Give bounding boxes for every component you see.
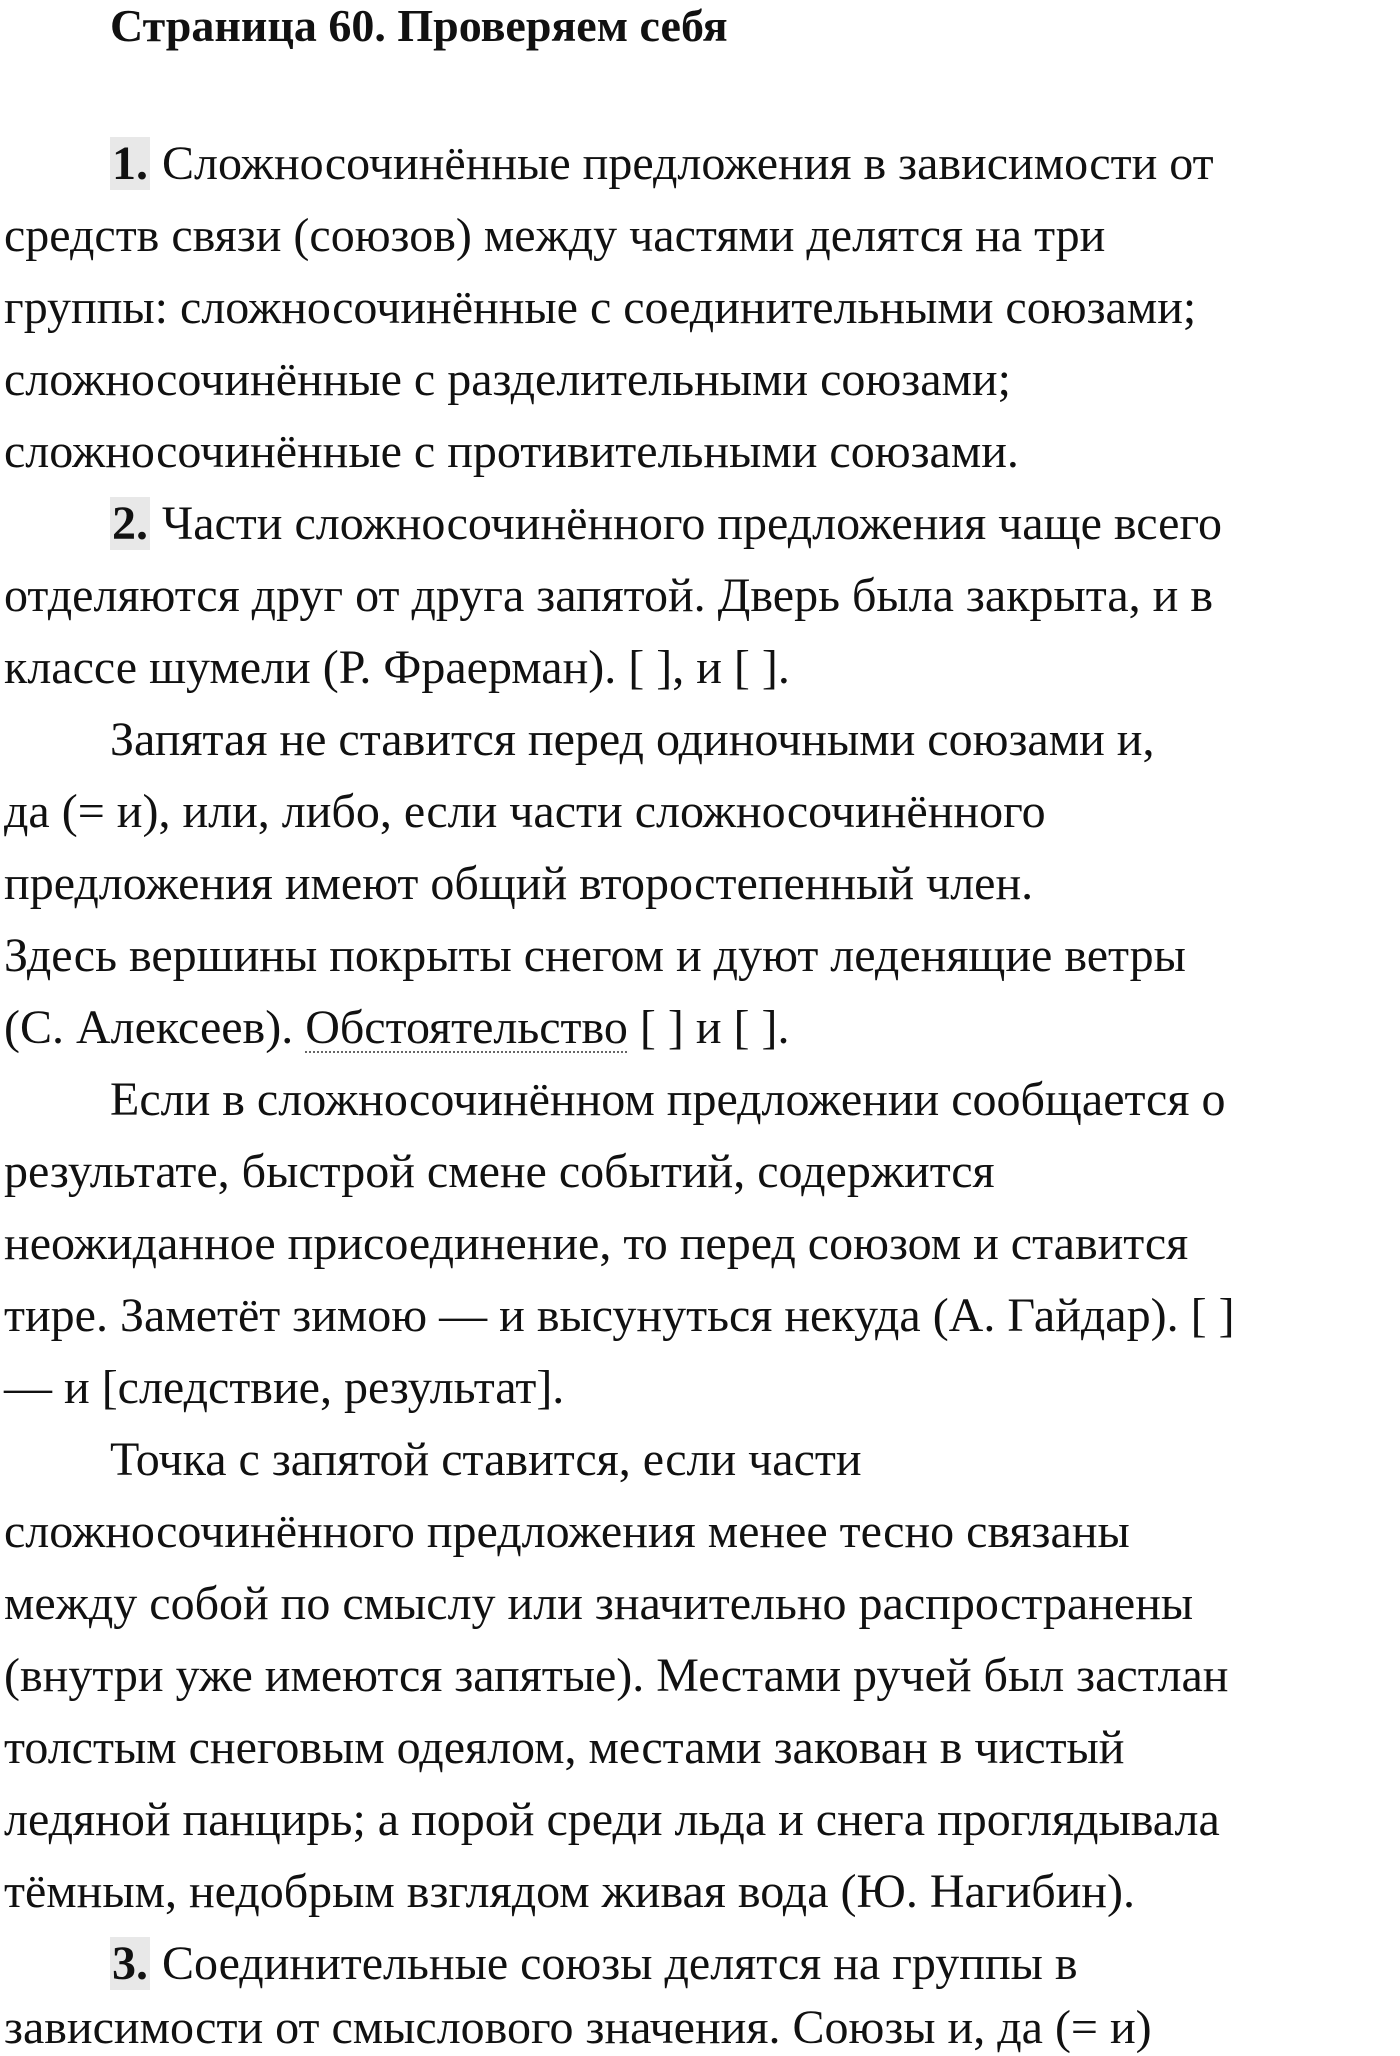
- page-title: Страница 60. Проверяем себя: [110, 0, 728, 51]
- paragraph-3-line-3: предложения имеют общий второстепенный член.: [4, 857, 1034, 910]
- paragraph-4-line-2: результате, быстрой смене событий, содержится: [4, 1145, 995, 1198]
- text-segment: [ ] и [ ].: [627, 1001, 790, 1054]
- paragraph-1-line-3: группы: сложносочинённые с соединительными союзами;: [4, 281, 1197, 334]
- paragraph-1-line-1: [110, 136, 1214, 192]
- paragraph-5-line-1: Точка с запятой ставится, если части: [110, 1433, 862, 1486]
- paragraph-2-line-2: отделяются друг от друга запятой. Дверь была закрыта, и в: [4, 569, 1213, 622]
- paragraph-5-line-7: тёмным, недобрым взглядом живая вода (Ю. Нагибин).: [4, 1865, 1135, 1918]
- paragraph-6-line-1: [110, 1936, 1078, 1992]
- item-number: 1.: [112, 137, 148, 190]
- paragraph-6-line-2: зависимости от смыслового значения. Союзы и, да (= и): [4, 2001, 1152, 2054]
- item-number: 2.: [112, 497, 148, 550]
- paragraph-4-line-5: — и [следствие, результат].: [4, 1361, 565, 1414]
- paragraph-4-line-4: тире. Заметёт зимою — и высунуться некуда (А. Гайдар). [ ]: [4, 1289, 1235, 1342]
- text-segment: Соединительные союзы делятся на группы в: [150, 1937, 1078, 1990]
- paragraph-1-line-4: сложносочинённые с разделительными союзами;: [4, 353, 1011, 406]
- paragraph-3-line-1: Запятая не ставится перед одиночными союзами и,: [110, 713, 1155, 766]
- paragraph-5-line-5: толстым снеговым одеялом, местами закован в чистый: [4, 1721, 1125, 1774]
- paragraph-3-line-5: [4, 1000, 789, 1056]
- paragraph-3-line-4: Здесь вершины покрыты снегом и дуют леденящие ветры: [4, 929, 1186, 982]
- underlined-term: Обстоятельство: [305, 1001, 628, 1054]
- paragraph-2-line-3: классе шумели (Р. Фраерман). [ ], и [ ].: [4, 641, 790, 694]
- paragraph-1-line-2: средств связи (союзов) между частями делятся на три: [4, 209, 1106, 262]
- paragraph-5-line-6: ледяной панцирь; а порой среди льда и снега проглядывала: [4, 1793, 1220, 1846]
- paragraph-3-line-2: да (= и), или, либо, если части сложносочинённого: [4, 785, 1046, 838]
- paragraph-2-line-1: [110, 496, 1222, 552]
- item-number: 3.: [112, 1937, 148, 1990]
- text-segment: Части сложносочинённого предложения чаще всего: [150, 497, 1222, 550]
- paragraph-4-line-3: неожиданное присоединение, то перед союзом и ставится: [4, 1217, 1189, 1270]
- paragraph-4-line-1: Если в сложносочинённом предложении сообщается о: [110, 1073, 1226, 1126]
- text-segment: Сложносочинённые предложения в зависимости от: [150, 137, 1214, 190]
- paragraph-5-line-4: (внутри уже имеются запятые). Местами ручей был застлан: [4, 1649, 1229, 1702]
- text-segment: (С. Алексеев).: [4, 1001, 306, 1054]
- paragraph-1-line-5: сложносочинённые с противительными союзами.: [4, 425, 1019, 478]
- paragraph-5-line-2: сложносочинённого предложения менее тесно связаны: [4, 1505, 1130, 1558]
- paragraph-5-line-3: между собой по смыслу или значительно распространены: [4, 1577, 1194, 1630]
